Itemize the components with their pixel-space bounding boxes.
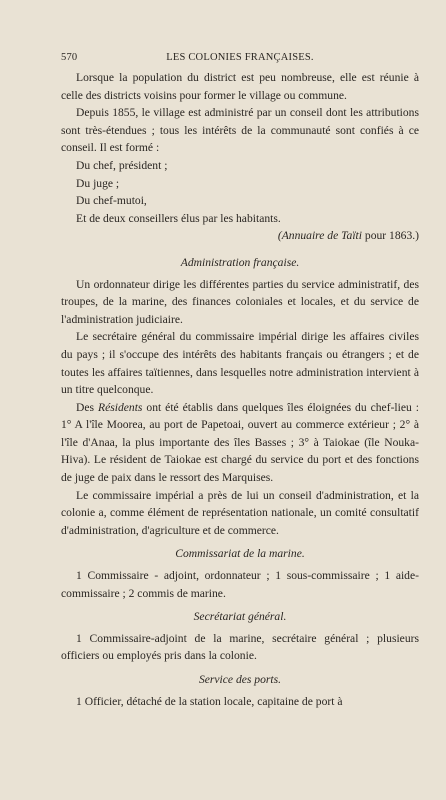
list-item-chef: Du chef, président ; <box>76 158 168 172</box>
section-title-secretariat: Secrétariat général. <box>193 610 287 624</box>
running-title: LES COLONIES FRANÇAISES. <box>166 52 314 63</box>
page-number: 570 <box>61 52 78 63</box>
paragraph-secretariat: 1 Commissaire-adjoint de la marine, secrétaire général ; plusieurs officiers ou employés pris dans la colonie. <box>61 631 419 663</box>
residents-term: Résidents <box>98 400 143 414</box>
paragraph-district: Lorsque la population du district est peu nombreuse, elle est réunie à celle des districts voisins pour former le village ou commune. <box>61 71 419 102</box>
section-title-administration: Administration française. <box>180 255 300 269</box>
paragraph-ordonnateur: Un ordonnateur dirige les différentes parties du service administratif, des troupes, de la marine, des finances coloniales et locales, et du service de l'administration judiciaire. <box>61 277 419 326</box>
paragraph-ports: 1 Officier, détaché de la station locale, capitaine de port à <box>76 694 343 708</box>
list-item-conseillers: Et de deux conseillers élus par les habitants. <box>76 211 281 225</box>
paragraph-residents <box>61 399 419 487</box>
paragraph-village-council: Depuis 1855, le village est administré par un conseil dont les attributions sont très-étendues ; tous les intérêts de la communauté sont confiés à ce conseil. Il est formé : <box>61 106 419 155</box>
section-title-commissariat: Commissariat de la marine. <box>175 547 305 561</box>
list-item-juge: Du juge ; <box>76 176 120 190</box>
paragraph-commissariat: 1 Commissaire - adjoint, ordonnateur ; 1 sous-commissaire ; 1 aide-commissaire ; 2 commis de marine. <box>61 569 419 600</box>
citation-year: pour 1863.) <box>362 229 419 243</box>
paragraph-secretaire: Le secrétaire général du commissaire impérial dirige les affaires civiles du pays ; il s'occupe des intérêts des habitants français ou étrangers ; et de toutes les affaires taïtiennes, dans lesquelles notre administration intervient à un titre quelconque. <box>61 330 419 397</box>
residents-lead: Des <box>76 400 98 414</box>
page-body <box>61 69 419 710</box>
residents-text: ont été établis dans quelques îles éloignées du chef-lieu : 1° A l'île Moorea, au port de Papetoai, ouvert au commerce extérieur ; 2° à l'île d'Anaa, la plus importante des îles Basses ; 3° à Taiokae (île Nouka-Hiva). Le résident de Taiokae est chargé du service du port et des fonctions de juge de paix dans le ressort des Marquises. <box>61 400 419 485</box>
section-title-ports: Service des ports. <box>198 673 282 686</box>
citation <box>61 227 419 245</box>
page-header <box>61 52 419 63</box>
paragraph-commissaire: Le commissaire impérial a près de lui un conseil d'administration, et la colonie a, comme élément de représentation nationale, un comité consultatif d'administration, d'agriculture et de commerce. <box>61 488 419 537</box>
citation-title: (Annuaire de Taïti <box>277 229 362 243</box>
list-item-chef-mutoi: Du chef-mutoi, <box>76 194 147 208</box>
